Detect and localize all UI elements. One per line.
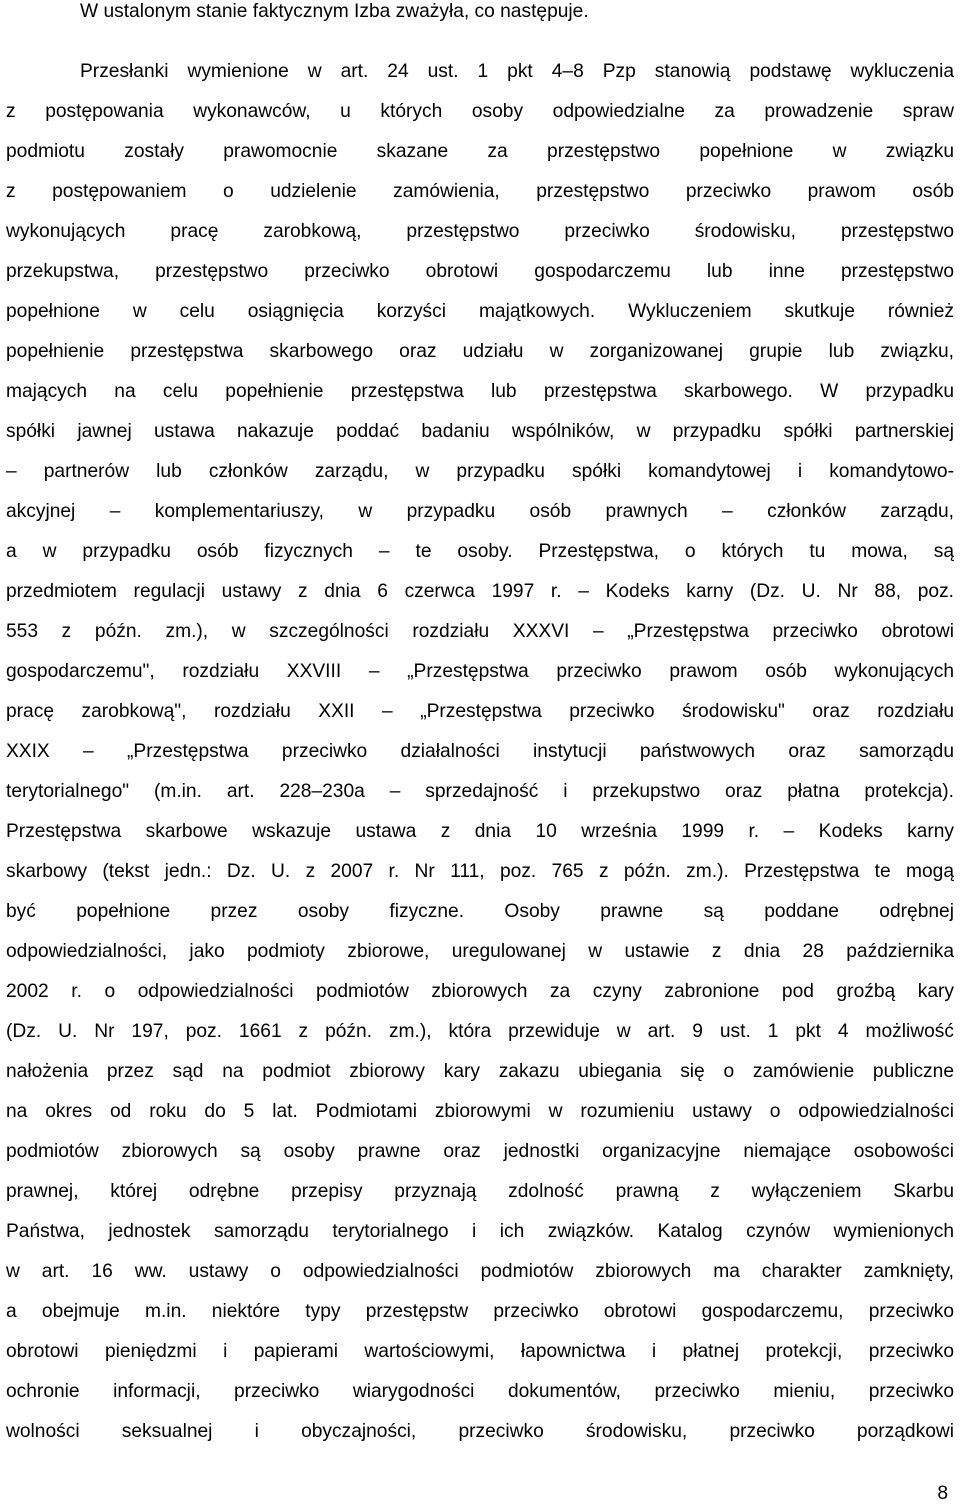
paragraph-line: spółki jawnej ustawa nakazuje poddać badaniu wspólników, w przypadku spółki partnerskiej (6, 421, 954, 442)
paragraph-line: popełnione w celu osiągnięcia korzyści majątkowych. Wykluczeniem skutkuje również (6, 301, 954, 322)
paragraph-line: podmiotów zbiorowych są osoby prawne oraz jednostki organizacyjne niemające osobowości (6, 1141, 954, 1162)
paragraph-line: skarbowy (tekst jedn.: Dz. U. z 2007 r. Nr 111, poz. 765 z późn. zm.). Przestępstwa te mogą (6, 861, 954, 882)
paragraph-line: podmiotu zostały prawomocnie skazane za przestępstwo popełnione w związku (6, 141, 954, 162)
paragraph-line: z postępowania wykonawców, u których osoby odpowiedzialne za prowadzenie spraw (6, 101, 954, 122)
document-page (6, 0, 954, 1509)
paragraph-line: nałożenia przez sąd na podmiot zbiorowy kary zakazu ubiegania się o zamówienie publiczne (6, 1061, 954, 1082)
page-number: 8 (937, 1483, 948, 1504)
paragraph-line: 2002 r. o odpowiedzialności podmiotów zbiorowych za czyny zabronione pod groźbą kary (6, 981, 954, 1002)
paragraph-line: odpowiedzialności, jako podmioty zbiorowe, uregulowanej w ustawie z dnia 28 października (6, 941, 954, 962)
paragraph-line: a w przypadku osób fizycznych – te osoby. Przestępstwa, o których tu mowa, są (6, 541, 954, 562)
paragraph-line: (Dz. U. Nr 197, poz. 1661 z późn. zm.), która przewiduje w art. 9 ust. 1 pkt 4 możliwość (6, 1021, 954, 1042)
paragraph-line: terytorialnego" (m.in. art. 228–230a – sprzedajność i przekupstwo oraz płatna protekcja). (6, 781, 954, 802)
paragraph-line: – partnerów lub członków zarządu, w przypadku spółki komandytowej i komandytowo- (6, 461, 954, 482)
paragraph-line: akcyjnej – komplementariuszy, w przypadku osób prawnych – członków zarządu, (6, 501, 954, 522)
paragraph-line: być popełnione przez osoby fizyczne. Osoby prawne są poddane odrębnej (6, 901, 954, 922)
paragraph-line: ochronie informacji, przeciwko wiarygodności dokumentów, przeciwko mieniu, przeciwko (6, 1381, 954, 1402)
paragraph-line: pracę zarobkową", rozdziału XXII – „Przestępstwa przeciwko środowisku" oraz rozdziału (6, 701, 954, 722)
paragraph-line: a obejmuje m.in. niektóre typy przestępstw przeciwko obrotowi gospodarczemu, przeciwko (6, 1301, 954, 1322)
paragraph-line: z postępowaniem o udzielenie zamówienia, przestępstwo przeciwko prawom osób (6, 181, 954, 202)
paragraph-line: XXIX – „Przestępstwa przeciwko działalności instytucji państwowych oraz samorządu (6, 741, 954, 762)
paragraph-line: gospodarczemu", rozdziału XXVIII – „Przestępstwa przeciwko prawom osób wykonujących (6, 661, 954, 682)
paragraph-line: Przestępstwa skarbowe wskazuje ustawa z dnia 10 września 1999 r. – Kodeks karny (6, 821, 954, 842)
paragraph-line: wolności seksualnej i obyczajności, przeciwko środowisku, przeciwko porządkowi (6, 1421, 954, 1442)
paragraph-line: przedmiotem regulacji ustawy z dnia 6 czerwca 1997 r. – Kodeks karny (Dz. U. Nr 88, poz. (6, 581, 954, 602)
paragraph-line: 553 z późn. zm.), w szczególności rozdziału XXXVI – „Przestępstwa przeciwko obrotowi (6, 621, 954, 642)
paragraph-line: Państwa, jednostek samorządu terytorialnego i ich związków. Katalog czynów wymienionych (6, 1221, 954, 1242)
intro-line: W ustalonym stanie faktycznym Izba zważyła, co następuje. (80, 1, 589, 22)
paragraph-line: Przesłanki wymienione w art. 24 ust. 1 pkt 4–8 Pzp stanowią podstawę wykluczenia (80, 61, 954, 82)
paragraph-line: w art. 16 ww. ustawy o odpowiedzialności podmiotów zbiorowych ma charakter zamknięty, (6, 1261, 954, 1282)
paragraph-line: wykonujących pracę zarobkową, przestępstwo przeciwko środowisku, przestępstwo (6, 221, 954, 242)
paragraph-line: popełnienie przestępstwa skarbowego oraz udziału w zorganizowanej grupie lub związku, (6, 341, 954, 362)
paragraph-line: przekupstwa, przestępstwo przeciwko obrotowi gospodarczemu lub inne przestępstwo (6, 261, 954, 282)
paragraph-line: na okres od roku do 5 lat. Podmiotami zbiorowymi w rozumieniu ustawy o odpowiedzialności (6, 1101, 954, 1122)
paragraph-line: prawnej, której odrębne przepisy przyznają zdolność prawną z wyłączeniem Skarbu (6, 1181, 954, 1202)
paragraph-line: mających na celu popełnienie przestępstwa lub przestępstwa skarbowego. W przypadku (6, 381, 954, 402)
paragraph-line: obrotowi pieniędzmi i papierami wartościowymi, łapownictwa i płatnej protekcji, przeciwko (6, 1341, 954, 1362)
